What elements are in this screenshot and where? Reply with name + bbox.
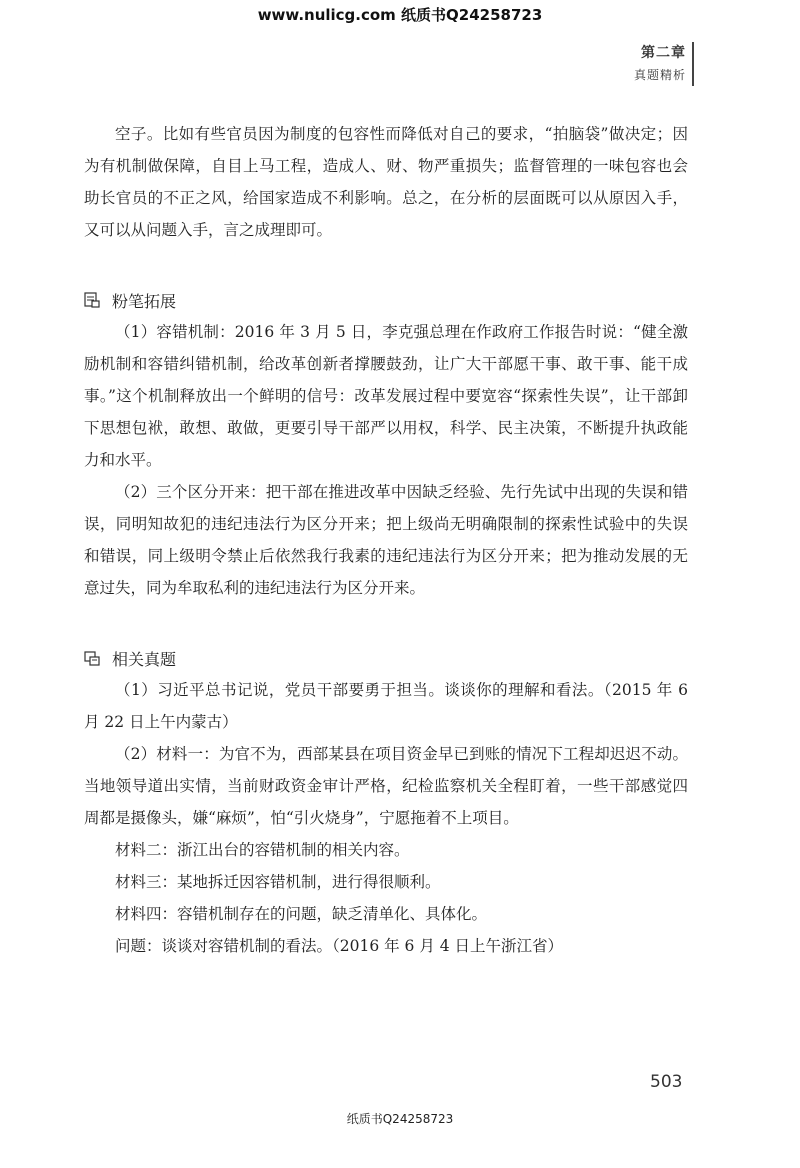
page-content <box>84 118 688 962</box>
bottom-watermark: 纸质书Q24258723 <box>346 1112 454 1126</box>
paragraph: （1）习近平总书记说，党员干部要勇于担当。谈谈你的理解和看法。（2015 年 6 月 22 日上午内蒙古） <box>84 681 688 731</box>
section-title: 相关真题 <box>112 649 177 669</box>
question-line: 问题：谈谈对容错机制的看法。（2016 年 6 月 4 日上午浙江省） <box>115 937 564 955</box>
material-line: 材料三：某地拆迁因容错机制，进行得很顺利。 <box>115 873 441 891</box>
material-line: 材料二：浙江出台的容错机制的相关内容。 <box>115 841 410 859</box>
chapter-divider <box>692 42 694 86</box>
document-icon <box>84 650 100 666</box>
note-icon <box>84 292 100 308</box>
chapter-subtitle: 真题精析 <box>633 68 686 82</box>
section-title: 粉笔拓展 <box>112 291 177 311</box>
section-heading-extension <box>84 284 688 316</box>
chapter-header <box>634 42 686 83</box>
intro-paragraph: 空子。比如有些官员因为制度的包容性而降低对自己的要求，“拍脑袋”做决定；因为有机制做保障，自目上马工程，造成人、财、物严重损失；监督管理的一味包容也会助长官员的不正之风，给国家造成不利影响。总之，在分析的层面既可以从原因入手，又可以从问题入手，言之成理即可。 <box>84 125 688 239</box>
section-heading-related <box>84 642 688 674</box>
paragraph: （2）材料一：为官不为，西部某县在项目资金早已到账的情况下工程却迟迟不动。当地领导道出实情，当前财政资金审计严格，纪检监察机关全程盯着，一些干部感觉四周都是摄像头，嫌“麻烦”，怕“引火烧身”，宁愿拖着不上项目。 <box>84 745 688 827</box>
material-line: 材料四：容错机制存在的问题，缺乏清单化、具体化。 <box>115 905 488 923</box>
chapter-title: 第二章 <box>641 45 686 61</box>
paragraph: （2）三个区分开来：把干部在推进改革中因缺乏经验、先行先试中出现的失误和错误，同明知故犯的违纪违法行为区分开来；把上级尚无明确限制的探索性试验中的失误和错误，同上级明令禁止后依然我行我素的违纪违法行为区分开来；把为推动发展的无意过失，同为牟取私利的违纪违法行为区分开来。 <box>84 483 688 597</box>
paragraph: （1）容错机制：2016 年 3 月 5 日，李克强总理在作政府工作报告时说：“健全激励机制和容错纠错机制，给改革创新者撑腰鼓劲，让广大干部愿干事、敢干事、能干成事。”这个机制释放出一个鲜明的信号：改革发展过程中要宽容“探索性失误”，让干部卸下思想包袱，敢想、敢做，更要引导干部严以用权，科学、民主决策，不断提升执政能力和水平。 <box>84 323 688 469</box>
page-number: 503 <box>650 1072 683 1092</box>
top-watermark: www.nulicg.com 纸质书Q24258723 <box>257 6 543 24</box>
